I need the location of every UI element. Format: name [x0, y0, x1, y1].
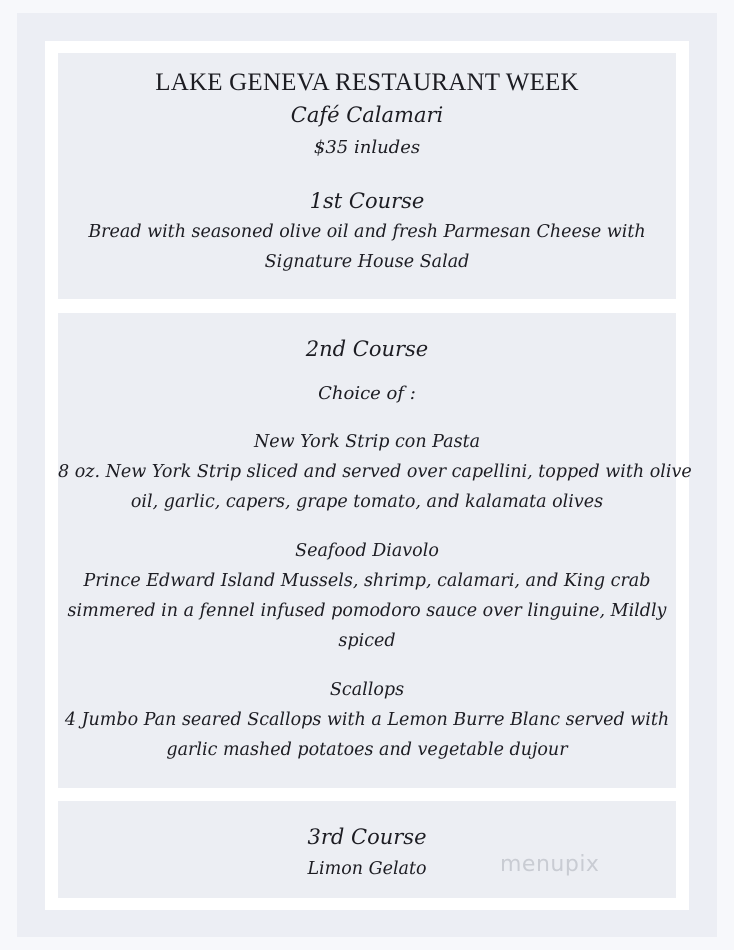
dish-description: 8 oz. New York Strip sliced and served over capellini, topped with olive [58, 462, 692, 482]
price-line: $35 inludes [313, 137, 421, 158]
event-title: LAKE GENEVA RESTAURANT WEEK [155, 69, 579, 96]
dish-description: 4 Jumbo Pan seared Scallops with a Lemon Burre Blanc served with [64, 710, 670, 730]
choice-label: Choice of : [318, 383, 416, 404]
dessert-item: Limon Gelato [307, 859, 427, 879]
course2-heading: 2nd Course [305, 337, 429, 361]
dish-description: garlic mashed potatoes and vegetable dujour [166, 740, 568, 760]
course1-line: Bread with seasoned olive oil and fresh Parmesan Cheese with [88, 222, 646, 242]
dish-name: Seafood Diavolo [295, 541, 439, 561]
dish-description: Prince Edward Island Mussels, shrimp, calamari, and King crab [83, 571, 651, 591]
dish-description: simmered in a fennel infused pomodoro sauce over linguine, Mildly [67, 601, 667, 621]
dish-name: New York Strip con Pasta [253, 432, 481, 452]
dish-description: oil, garlic, capers, grape tomato, and kalamata olives [130, 492, 604, 512]
course3-heading: 3rd Course [307, 825, 427, 849]
dish-description: spiced [338, 631, 396, 651]
course2-panel [58, 313, 692, 788]
watermark-logo: menupix [500, 852, 600, 877]
course1-line: Signature House Salad [264, 252, 470, 272]
course3-panel [58, 801, 676, 898]
course1-heading: 1st Course [309, 189, 425, 213]
header-panel [58, 53, 676, 299]
restaurant-name: Café Calamari [290, 103, 444, 127]
dish-name: Scallops [329, 680, 405, 700]
